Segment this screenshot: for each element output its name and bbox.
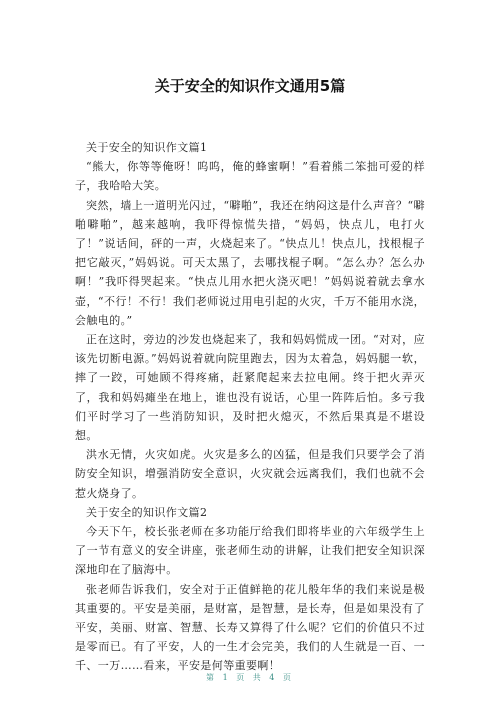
paragraph: “熊大，你等等俺呀！呜呜，俺的蜂蜜啊！”看着熊二笨拙可爱的样子，我哈哈大笑。: [75, 160, 425, 193]
section-heading-2: 关于安全的知识作文篇2: [86, 505, 208, 519]
paragraph: 洪水无情，火灾如虎。火灾是多么的凶猛，但是我们只要学会了消防安全知识，增强消防安全意识，火灾就会远离我们，我们也就不会惹火烧身了。: [75, 448, 425, 500]
paragraph: 正在这时，旁边的沙发也烧起来了，我和妈妈慌成一团。“对对，应该先切断电源。”妈妈说着就向院里跑去，因为太着急，妈妈腿一软，摔了一跤，可她顾不得疼痛，赶紧爬起来去拉电闸。终于把火弄灭了，我和妈妈瘫坐在地上，谁也没有说话，心里一阵阵后怕。多亏我们平时学习了一些消防知识，及时把火熄灭，不然后果真是不堪设想。: [75, 333, 425, 443]
paragraph: 张老师告诉我们，安全对于正值鲜艳的花儿般年华的我们来说是极其重要的。平安是美丽，是财富，是智慧，是长寿，但是如果没有了平安，美丽、财富、智慧、长寿又算得了什么呢？它们的价值只不过是零而已。有了平安，人的一生才会完美，我们的人生就是一百、一千、一万……看来，平安是何等重要啊！: [75, 582, 425, 673]
page-number: 第 1 页 共 4 页: [206, 673, 294, 682]
document-body: [75, 138, 425, 676]
document-title: 关于安全的知识作文通用5篇: [154, 77, 346, 95]
paragraph: 突然，墙上一道明光闪过，“噼啪”，我还在纳闷这是什么声音？“噼啪噼啪”，越来越响，我吓得惊慌失措，“妈妈，快点儿，电打火了！”说话间，砰的一声，火烧起来了。“快点儿！快点儿，找根棍子把它敲灭，”妈妈说。可天太黑了，去哪找棍子啊。“怎么办？怎么办啊！”我吓得哭起来。“快点儿用水把火浇灭吧！”妈妈说着就去拿水壶，“不行！不行！我们老师说过用电引起的火灾，千万不能用水浇，会触电的。”: [75, 198, 425, 327]
section-heading-1: 关于安全的知识作文篇1: [86, 141, 208, 154]
paragraph: 今天下午，校长张老师在多功能厅给我们即将毕业的六年级学生上了一节有意义的安全讲座，张老师生动的讲解，让我们把安全知识深深地印在了脑海中。: [75, 525, 425, 577]
